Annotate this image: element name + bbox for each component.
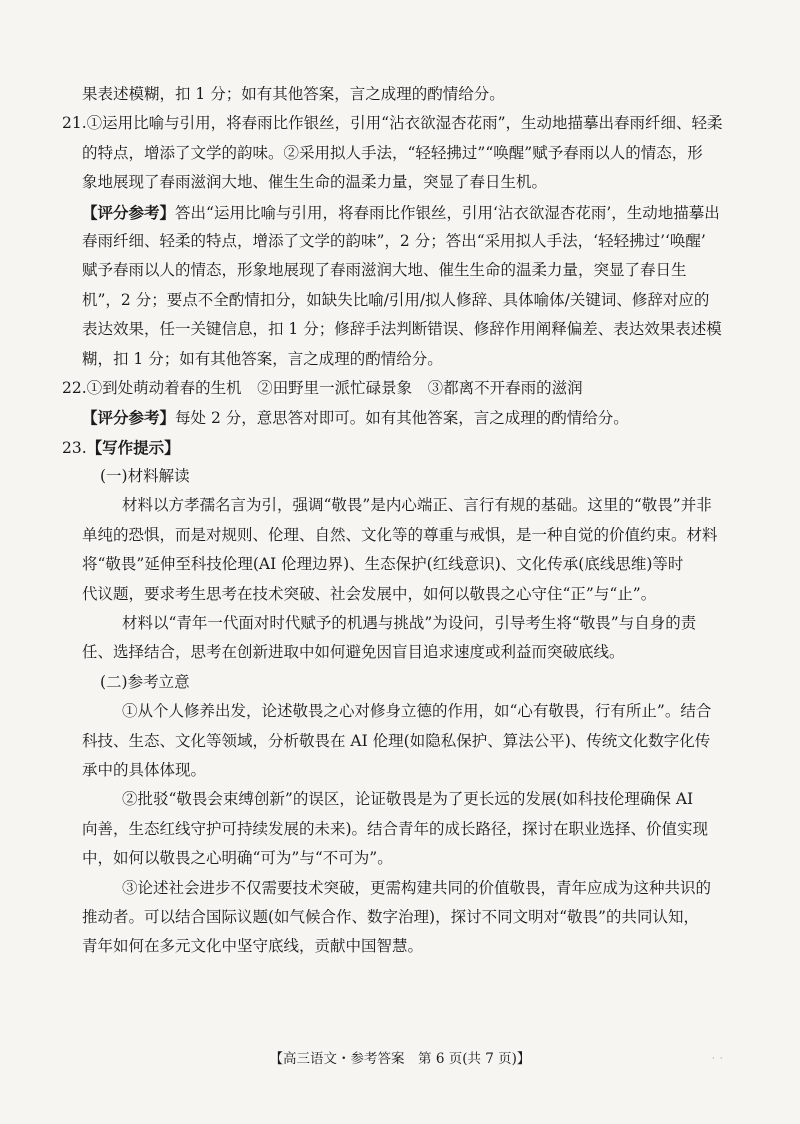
- text-line: [82, 844, 730, 873]
- line-text: 春雨纤细、轻柔的特点，增添了文学的韵味”，2 分；答出“采用拟人手法，‘轻轻拂过’‘唤醒’: [82, 231, 706, 250]
- text-line: [82, 403, 730, 432]
- text-line: [82, 256, 730, 285]
- text-line: [82, 932, 730, 961]
- line-text: 赋予春雨以人的情态，形象地展现了春雨滋润大地、催生生命的温柔力量，突显了春日生: [82, 261, 687, 280]
- line-text: 象地展现了春雨滋润大地、催生生命的温柔力量，突显了春日生机。: [82, 173, 548, 192]
- line-text: 糊，扣 1 分；如有其他答案，言之成理的酌情给分。: [82, 349, 443, 368]
- text-line: [82, 168, 730, 197]
- line-text: 每处 2 分，意思答对即可。如有其他答案，言之成理的酌情给分。: [175, 409, 629, 428]
- line-text: ③论述社会进步不仅需要技术突破，更需构建共同的价值敬畏，青年应成为这种共识的: [122, 878, 712, 897]
- line-text: 代议题，要求考生思考在技术突破、社会发展中，如何以敬畏之心守住“正”与“止”。: [82, 584, 657, 603]
- section-label: 【评分参考】: [82, 408, 176, 428]
- corner-marks: · ·: [712, 1054, 724, 1064]
- line-text: 科技、生态、文化等领域，分析敬畏在 AI 伦理(如隐私保护、算法公平)、传统文化数字化传: [82, 731, 711, 750]
- text-line: [82, 315, 730, 344]
- text-line: [82, 286, 730, 315]
- text-line: [62, 109, 730, 138]
- line-text: 向善，生态红线守护可持续发展的未来)。结合青年的成长路径，探讨在职业选择、价值实现: [82, 819, 709, 838]
- text-line: [82, 227, 730, 256]
- text-line: [82, 697, 730, 726]
- line-text: 青年如何在多元文化中坚守底线，贡献中国智慧。: [82, 937, 424, 956]
- question-number: 21.: [62, 114, 87, 133]
- line-text: (一)材料解读: [100, 467, 190, 486]
- question-number: 23.: [62, 438, 87, 457]
- text-line: [82, 80, 730, 109]
- text-line: [82, 903, 730, 932]
- text-line: [82, 550, 730, 579]
- section-label: 【评分参考】: [82, 202, 176, 222]
- line-text: 机”，2 分；要点不全酌情扣分，如缺失比喻/引用/拟人修辞、具体喻体/关键词、修辞对应的: [82, 290, 710, 309]
- answer-content: [62, 80, 730, 962]
- line-text: 承中的具体体现。: [82, 760, 207, 779]
- line-text: 单纯的恐惧，而是对规则、伦理、自然、文化等的尊重与戒惧，是一种自觉的价值约束。材料: [82, 525, 718, 544]
- line-text: 将“敬畏”延伸至科技伦理(AI 伦理边界)、生态保护(红线意识)、文化传承(底线思维)等时: [82, 555, 684, 574]
- text-line: [82, 462, 730, 491]
- line-text: 的特点，增添了文学的韵味。②采用拟人手法，“轻轻拂过”“唤醒”赋予春雨以人的情态，形: [82, 143, 703, 162]
- text-line: [82, 815, 730, 844]
- text-line: [82, 198, 730, 227]
- line-text: ①运用比喻与引用，将春雨比作银丝，引用“沾衣欲湿杏花雨”，生动地描摹出春雨纤细、轻柔: [86, 114, 723, 133]
- text-line: [82, 638, 730, 667]
- line-text: 表达效果，任一关键信息，扣 1 分；修辞手法判断错误、修辞作用阐释偏差、表达效果表述模: [82, 320, 722, 339]
- text-line: [62, 374, 730, 403]
- line-text: 果表述模糊，扣 1 分；如有其他答案，言之成理的酌情给分。: [82, 85, 505, 103]
- line-text: 推动者。可以结合国际议题(如气候合作、数字治理)，探讨不同文明对“敬畏”的共同认知，: [82, 907, 699, 926]
- line-text: (二)参考立意: [100, 672, 190, 691]
- line-text: 材料以“青年一代面对时代赋予的机遇与挑战”为设问，引导考生将“敬畏”与自身的责: [122, 614, 697, 633]
- text-line: [82, 491, 730, 520]
- line-text: ①从个人修养出发，论述敬畏之心对修身立德的作用，如“心有敬畏，行有所止”。结合: [122, 702, 712, 721]
- page-footer: 【高三语文・参考答案 第 6 页(共 7 页)】: [269, 1051, 531, 1067]
- text-line: [82, 727, 730, 756]
- text-line: [82, 580, 730, 609]
- text-line: [62, 433, 730, 462]
- text-line: [82, 785, 730, 814]
- text-line: [82, 139, 730, 168]
- text-line: [82, 521, 730, 550]
- text-line: [82, 345, 730, 374]
- line-text: 答出“运用比喻与引用，将春雨比作银丝，引用‘沾衣欲湿杏花雨’，生动地描摹出: [175, 203, 720, 222]
- line-text: 任、选择结合，思考在创新进取中如何避免因盲目追求速度或利益而突破底线。: [82, 643, 625, 662]
- line-text: ①到处萌动着春的生机 ②田野里一派忙碌景象 ③都离不开春雨的滋润: [86, 378, 583, 397]
- line-text: 中，如何以敬畏之心明确“可为”与“不可为”。: [82, 849, 393, 868]
- text-line: [82, 756, 730, 785]
- text-line: [82, 874, 730, 903]
- section-label: 【写作提示】: [86, 437, 180, 457]
- line-text: 材料以方孝孺名言为引，强调“敬畏”是内心端正、言行有规的基础。这里的“敬畏”并非: [122, 496, 712, 515]
- question-number: 22.: [62, 378, 87, 397]
- line-text: ②批驳“敬畏会束缚创新”的误区，论证敬畏是为了更长远的发展(如科技伦理确保 AI: [122, 790, 694, 809]
- text-line: [82, 668, 730, 697]
- text-line: [82, 609, 730, 638]
